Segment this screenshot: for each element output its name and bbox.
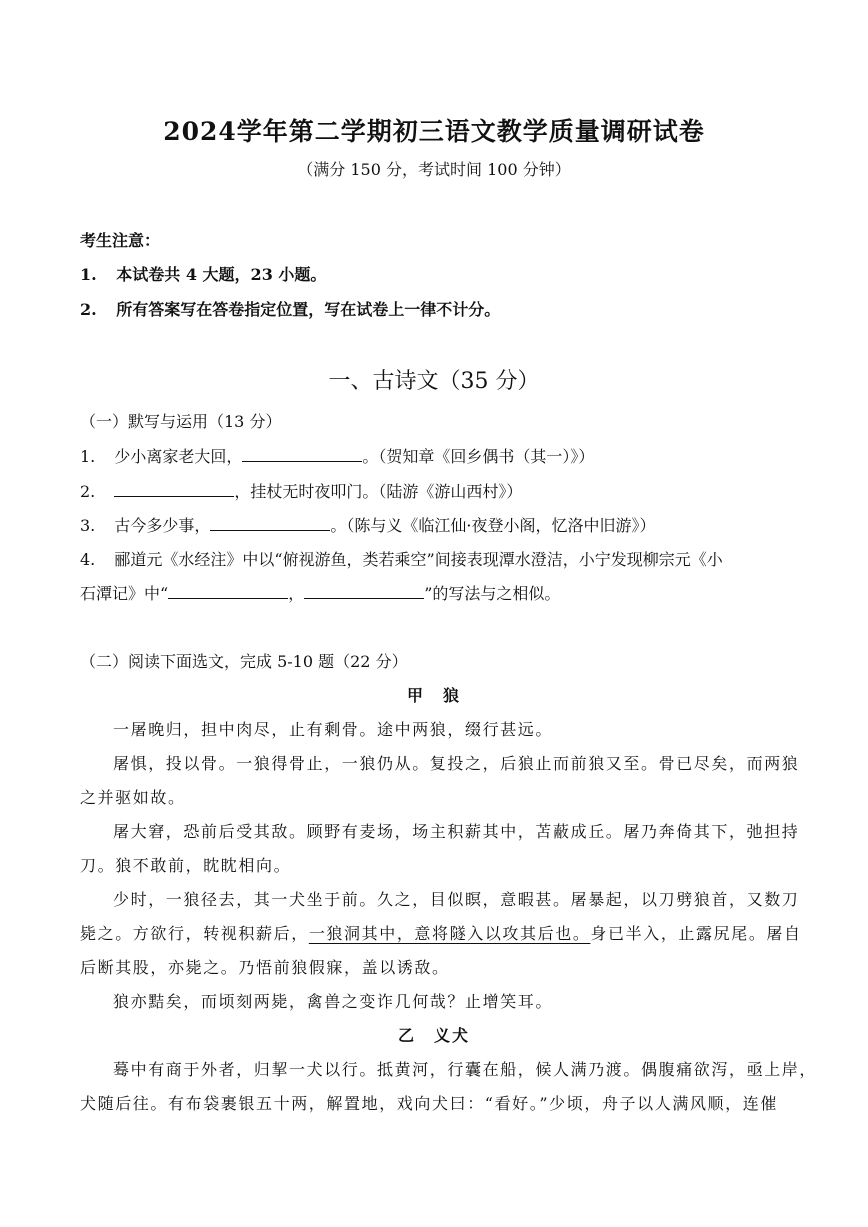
notice-item-text: 本试卷共 4 大题，23 小题。 <box>116 265 327 284</box>
passage-line: 屠惧，投以骨。一狼得骨止，一狼仍从。复投之，后狼止而前狼又至。骨已尽矣，而两狼 <box>113 754 800 773</box>
notice-item-number: 2. <box>80 300 97 319</box>
answer-blank[interactable] <box>168 584 288 599</box>
notice-heading: 考生注意： <box>80 231 161 250</box>
question-text: 郦道元《水经注》中以“俯视游鱼，类若乘空”间接表现潭水澄洁，小宁发现柳宗元《小 <box>114 550 723 569</box>
question-1 <box>80 444 594 467</box>
question-text: ，挂杖无时夜叩门。（陆游《游山西村》） <box>234 482 523 501</box>
passage-line: 少时，一狼径去，其一犬坐于前。久之，目似瞑，意暇甚。屠暴起，以刀劈狼首，又数刀 <box>113 890 800 909</box>
question-number: 2. <box>80 482 96 501</box>
notice-item-number: 1. <box>80 265 97 284</box>
question-source: 。（贺知章《回乡偶书（其一）》） <box>362 447 595 466</box>
question-2 <box>80 479 522 502</box>
passage-text: 身已半入，止露尻尾。屠自 <box>590 924 802 943</box>
question-text: 古今多少事， <box>114 516 211 535</box>
answer-blank[interactable] <box>242 447 362 462</box>
question-4 <box>80 547 723 570</box>
answer-blank[interactable] <box>304 584 424 599</box>
passage-line: 狼亦黠矣，而顷刻两毙，禽兽之变诈几何哉？止增笑耳。 <box>113 992 554 1011</box>
passage-line <box>80 921 802 944</box>
answer-blank[interactable] <box>210 516 330 531</box>
notice-item <box>80 262 326 285</box>
notice-item <box>80 297 500 320</box>
question-3 <box>80 513 655 536</box>
passage-line: 后断其股，亦毙之。乃悟前狼假寐，盖以诱敌。 <box>80 958 450 977</box>
underlined-sentence: 一狼洞其中，意将隧入以攻其后也。 <box>308 924 591 943</box>
text-b-title: 乙 义犬 <box>397 1026 470 1045</box>
question-number: 3. <box>80 516 96 535</box>
question-4-line2 <box>80 581 560 604</box>
passage-line: 蓦中有商于外者，归挈一犬以行。抵黄河，行囊在船，候人满乃渡。偶腹痛欲泻，亟上岸， <box>113 1060 818 1079</box>
section-title: 一、古诗文（35 分） <box>328 369 540 394</box>
answer-blank[interactable] <box>114 482 234 497</box>
part1-heading: （一）默写与运用（13 分） <box>80 412 282 431</box>
question-text: ， <box>288 584 305 603</box>
exam-title: 2024学年第二学期初三语文教学质量调研试卷 <box>163 117 705 146</box>
part2-heading: （二）阅读下面选文，完成 5-10 题（22 分） <box>80 652 408 671</box>
question-number: 4. <box>80 550 96 569</box>
text-a-title: 甲 狼 <box>406 686 461 705</box>
question-source: 。（陈与义《临江仙·夜登小阁，忆洛中旧游》） <box>330 516 656 535</box>
passage-line: 一屠晚归，担中肉尽，止有剩骨。途中两狼，缀行甚远。 <box>113 720 554 739</box>
notice-item-text: 所有答案写在答卷指定位置，写在试卷上一律不计分。 <box>116 300 501 319</box>
passage-text: 毙之。方欲行，转视积薪后， <box>80 924 309 943</box>
question-text: ”的写法与之相似。 <box>424 584 561 603</box>
passage-line: 之并驱如故。 <box>80 788 186 807</box>
question-text: 石潭记》中“ <box>80 584 169 603</box>
passage-line: 刀。狼不敢前，眈眈相向。 <box>80 856 292 875</box>
question-number: 1. <box>80 447 96 466</box>
question-text: 少小离家老大回， <box>114 447 243 466</box>
exam-subtitle: （满分 150 分，考试时间 100 分钟） <box>297 160 571 179</box>
passage-line: 屠大窘，恐前后受其敌。顾野有麦场，场主积薪其中，苫蔽成丘。屠乃奔倚其下，弛担持 <box>113 822 800 841</box>
passage-line: 犬随后往。有布袋裹银五十两，解置地，戏向犬曰：“看好。”少顷，舟子以人满风顺，连催 <box>80 1094 778 1113</box>
